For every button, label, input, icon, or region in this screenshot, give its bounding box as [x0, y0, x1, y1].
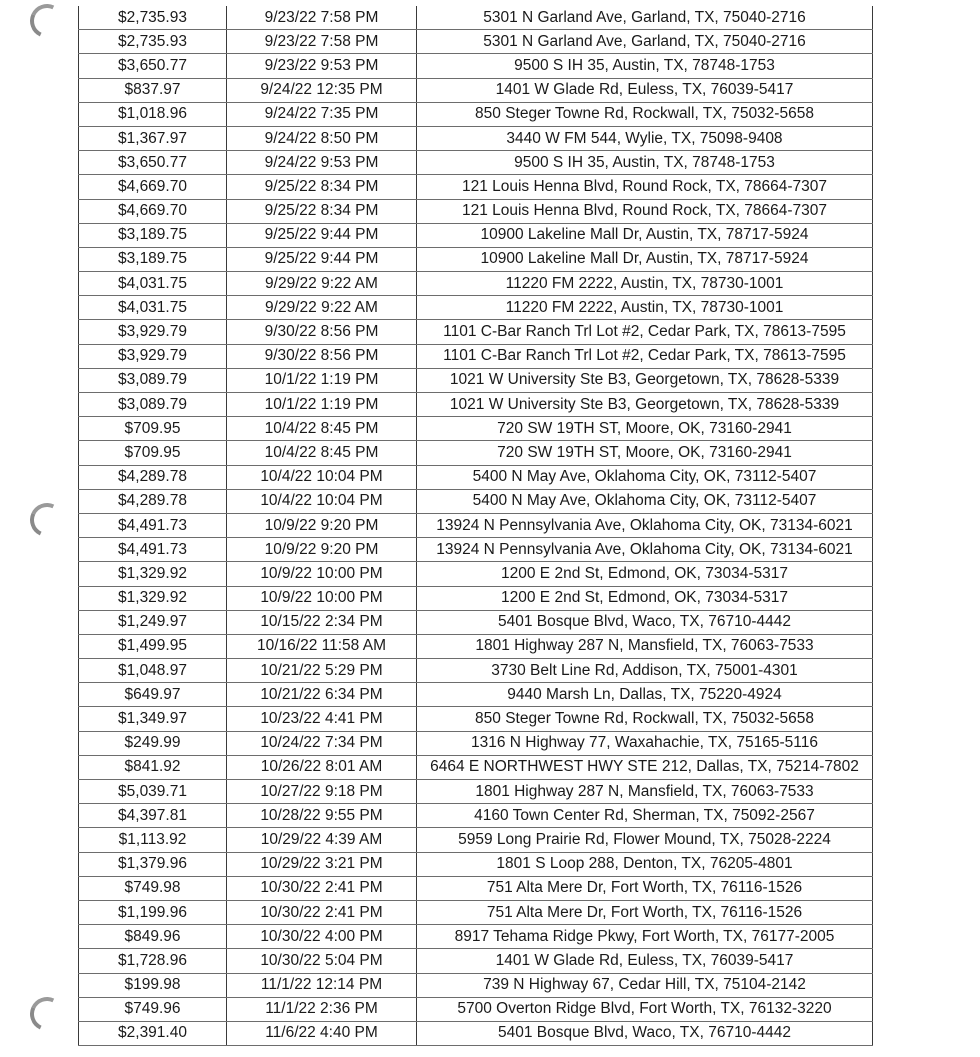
amount-cell: $4,491.73: [79, 513, 227, 537]
address-cell: 1101 C-Bar Ranch Trl Lot #2, Cedar Park, TX, 78613-7595: [417, 344, 873, 368]
address-cell: 121 Louis Henna Blvd, Round Rock, TX, 78664-7307: [417, 199, 873, 223]
amount-cell: $3,189.75: [79, 223, 227, 247]
address-cell: 10900 Lakeline Mall Dr, Austin, TX, 78717-5924: [417, 223, 873, 247]
datetime-cell: 9/29/22 9:22 AM: [227, 272, 417, 296]
amount-cell: $649.97: [79, 683, 227, 707]
address-cell: 9500 S IH 35, Austin, TX, 78748-1753: [417, 151, 873, 175]
address-cell: 1101 C-Bar Ranch Trl Lot #2, Cedar Park, TX, 78613-7595: [417, 320, 873, 344]
amount-cell: $1,018.96: [79, 102, 227, 126]
table-row: [79, 175, 873, 199]
amount-cell: $5,039.71: [79, 780, 227, 804]
datetime-cell: 10/4/22 8:45 PM: [227, 441, 417, 465]
amount-cell: $1,249.97: [79, 610, 227, 634]
datetime-cell: 9/25/22 8:34 PM: [227, 175, 417, 199]
transaction-table-body: [79, 6, 873, 1046]
table-row: [79, 538, 873, 562]
table-row: [79, 973, 873, 997]
table-row: [79, 54, 873, 78]
table-row: [79, 610, 873, 634]
datetime-cell: 10/4/22 8:45 PM: [227, 417, 417, 441]
datetime-cell: 11/1/22 12:14 PM: [227, 973, 417, 997]
datetime-cell: 10/26/22 8:01 AM: [227, 755, 417, 779]
amount-cell: $3,650.77: [79, 54, 227, 78]
datetime-cell: 11/1/22 2:36 PM: [227, 997, 417, 1021]
amount-cell: $709.95: [79, 417, 227, 441]
address-cell: 10900 Lakeline Mall Dr, Austin, TX, 78717-5924: [417, 247, 873, 271]
table-row: [79, 513, 873, 537]
amount-cell: $4,289.78: [79, 465, 227, 489]
amount-cell: $749.98: [79, 876, 227, 900]
datetime-cell: 9/30/22 8:56 PM: [227, 344, 417, 368]
amount-cell: $1,113.92: [79, 828, 227, 852]
address-cell: 5700 Overton Ridge Blvd, Fort Worth, TX, 76132-3220: [417, 997, 873, 1021]
datetime-cell: 9/29/22 9:22 AM: [227, 296, 417, 320]
amount-cell: $1,499.95: [79, 634, 227, 658]
address-cell: 1316 N Highway 77, Waxahachie, TX, 75165-5116: [417, 731, 873, 755]
table-row: [79, 102, 873, 126]
address-cell: 850 Steger Towne Rd, Rockwall, TX, 75032-5658: [417, 102, 873, 126]
table-row: [79, 30, 873, 54]
address-cell: 3440 W FM 544, Wylie, TX, 75098-9408: [417, 126, 873, 150]
amount-cell: $4,669.70: [79, 175, 227, 199]
transaction-table: [78, 6, 873, 1046]
address-cell: 5959 Long Prairie Rd, Flower Mound, TX, 75028-2224: [417, 828, 873, 852]
datetime-cell: 9/25/22 9:44 PM: [227, 223, 417, 247]
amount-cell: $1,048.97: [79, 659, 227, 683]
table-row: [79, 586, 873, 610]
address-cell: 5301 N Garland Ave, Garland, TX, 75040-2716: [417, 30, 873, 54]
address-cell: 9500 S IH 35, Austin, TX, 78748-1753: [417, 54, 873, 78]
datetime-cell: 9/25/22 9:44 PM: [227, 247, 417, 271]
table-row: [79, 804, 873, 828]
address-cell: 1401 W Glade Rd, Euless, TX, 76039-5417: [417, 78, 873, 102]
amount-cell: $4,669.70: [79, 199, 227, 223]
datetime-cell: 10/1/22 1:19 PM: [227, 368, 417, 392]
table-row: [79, 272, 873, 296]
amount-cell: $1,199.96: [79, 900, 227, 924]
address-cell: 1021 W University Ste B3, Georgetown, TX, 78628-5339: [417, 368, 873, 392]
binder-hole-top: [25, 0, 69, 43]
address-cell: 751 Alta Mere Dr, Fort Worth, TX, 76116-1526: [417, 900, 873, 924]
table-row: [79, 441, 873, 465]
table-row: [79, 320, 873, 344]
table-row: [79, 707, 873, 731]
datetime-cell: 10/1/22 1:19 PM: [227, 393, 417, 417]
address-cell: 5400 N May Ave, Oklahoma City, OK, 73112-5407: [417, 465, 873, 489]
datetime-cell: 9/24/22 12:35 PM: [227, 78, 417, 102]
table-row: [79, 199, 873, 223]
datetime-cell: 10/27/22 9:18 PM: [227, 780, 417, 804]
table-row: [79, 949, 873, 973]
table-row: [79, 900, 873, 924]
amount-cell: $2,391.40: [79, 1021, 227, 1045]
datetime-cell: 10/29/22 3:21 PM: [227, 852, 417, 876]
table-row: [79, 925, 873, 949]
address-cell: 5301 N Garland Ave, Garland, TX, 75040-2716: [417, 6, 873, 30]
address-cell: 739 N Highway 67, Cedar Hill, TX, 75104-2142: [417, 973, 873, 997]
address-cell: 1801 Highway 287 N, Mansfield, TX, 76063-7533: [417, 780, 873, 804]
datetime-cell: 11/6/22 4:40 PM: [227, 1021, 417, 1045]
address-cell: 1200 E 2nd St, Edmond, OK, 73034-5317: [417, 562, 873, 586]
address-cell: 8917 Tehama Ridge Pkwy, Fort Worth, TX, 76177-2005: [417, 925, 873, 949]
datetime-cell: 9/25/22 8:34 PM: [227, 199, 417, 223]
table-row: [79, 6, 873, 30]
datetime-cell: 10/9/22 9:20 PM: [227, 513, 417, 537]
amount-cell: $4,491.73: [79, 538, 227, 562]
amount-cell: $841.92: [79, 755, 227, 779]
table-row: [79, 876, 873, 900]
address-cell: 3730 Belt Line Rd, Addison, TX, 75001-4301: [417, 659, 873, 683]
amount-cell: $1,329.92: [79, 586, 227, 610]
address-cell: 1801 S Loop 288, Denton, TX, 76205-4801: [417, 852, 873, 876]
datetime-cell: 10/30/22 2:41 PM: [227, 900, 417, 924]
address-cell: 1401 W Glade Rd, Euless, TX, 76039-5417: [417, 949, 873, 973]
datetime-cell: 9/24/22 9:53 PM: [227, 151, 417, 175]
table-row: [79, 223, 873, 247]
table-row: [79, 368, 873, 392]
datetime-cell: 10/4/22 10:04 PM: [227, 489, 417, 513]
table-row: [79, 393, 873, 417]
datetime-cell: 10/21/22 6:34 PM: [227, 683, 417, 707]
datetime-cell: 9/24/22 8:50 PM: [227, 126, 417, 150]
amount-cell: $3,089.79: [79, 368, 227, 392]
amount-cell: $4,031.75: [79, 296, 227, 320]
address-cell: 720 SW 19TH ST, Moore, OK, 73160-2941: [417, 441, 873, 465]
datetime-cell: 10/9/22 9:20 PM: [227, 538, 417, 562]
datetime-cell: 10/28/22 9:55 PM: [227, 804, 417, 828]
address-cell: 1801 Highway 287 N, Mansfield, TX, 76063-7533: [417, 634, 873, 658]
datetime-cell: 10/21/22 5:29 PM: [227, 659, 417, 683]
datetime-cell: 10/4/22 10:04 PM: [227, 465, 417, 489]
table-row: [79, 562, 873, 586]
table-row: [79, 828, 873, 852]
table-row: [79, 755, 873, 779]
table-row: [79, 489, 873, 513]
table-row: [79, 126, 873, 150]
amount-cell: $3,929.79: [79, 344, 227, 368]
table-row: [79, 296, 873, 320]
address-cell: 11220 FM 2222, Austin, TX, 78730-1001: [417, 272, 873, 296]
address-cell: 13924 N Pennsylvania Ave, Oklahoma City, OK, 73134-6021: [417, 513, 873, 537]
table-row: [79, 344, 873, 368]
table-row: [79, 659, 873, 683]
table-row: [79, 683, 873, 707]
datetime-cell: 10/23/22 4:41 PM: [227, 707, 417, 731]
table-row: [79, 465, 873, 489]
address-cell: 5401 Bosque Blvd, Waco, TX, 76710-4442: [417, 610, 873, 634]
table-row: [79, 247, 873, 271]
datetime-cell: 10/30/22 5:04 PM: [227, 949, 417, 973]
table-row: [79, 151, 873, 175]
address-cell: 751 Alta Mere Dr, Fort Worth, TX, 76116-1526: [417, 876, 873, 900]
amount-cell: $849.96: [79, 925, 227, 949]
amount-cell: $2,735.93: [79, 6, 227, 30]
binder-hole-middle: [25, 498, 69, 542]
datetime-cell: 10/15/22 2:34 PM: [227, 610, 417, 634]
amount-cell: $3,650.77: [79, 151, 227, 175]
binder-hole-bottom: [25, 992, 69, 1036]
amount-cell: $2,735.93: [79, 30, 227, 54]
amount-cell: $199.98: [79, 973, 227, 997]
datetime-cell: 10/24/22 7:34 PM: [227, 731, 417, 755]
amount-cell: $3,929.79: [79, 320, 227, 344]
datetime-cell: 10/9/22 10:00 PM: [227, 562, 417, 586]
amount-cell: $749.96: [79, 997, 227, 1021]
table-row: [79, 634, 873, 658]
datetime-cell: 9/30/22 8:56 PM: [227, 320, 417, 344]
datetime-cell: 10/30/22 4:00 PM: [227, 925, 417, 949]
table-row: [79, 417, 873, 441]
address-cell: 9440 Marsh Ln, Dallas, TX, 75220-4924: [417, 683, 873, 707]
amount-cell: $709.95: [79, 441, 227, 465]
table-row: [79, 731, 873, 755]
amount-cell: $1,329.92: [79, 562, 227, 586]
amount-cell: $1,379.96: [79, 852, 227, 876]
amount-cell: $1,367.97: [79, 126, 227, 150]
address-cell: 13924 N Pennsylvania Ave, Oklahoma City, OK, 73134-6021: [417, 538, 873, 562]
amount-cell: $1,349.97: [79, 707, 227, 731]
table-row: [79, 78, 873, 102]
datetime-cell: 9/24/22 7:35 PM: [227, 102, 417, 126]
table-row: [79, 997, 873, 1021]
address-cell: 6464 E NORTHWEST HWY STE 212, Dallas, TX, 75214-7802: [417, 755, 873, 779]
datetime-cell: 9/23/22 7:58 PM: [227, 6, 417, 30]
amount-cell: $4,397.81: [79, 804, 227, 828]
amount-cell: $4,289.78: [79, 489, 227, 513]
address-cell: 720 SW 19TH ST, Moore, OK, 73160-2941: [417, 417, 873, 441]
address-cell: 121 Louis Henna Blvd, Round Rock, TX, 78664-7307: [417, 175, 873, 199]
amount-cell: $3,189.75: [79, 247, 227, 271]
amount-cell: $249.99: [79, 731, 227, 755]
address-cell: 850 Steger Towne Rd, Rockwall, TX, 75032-5658: [417, 707, 873, 731]
address-cell: 4160 Town Center Rd, Sherman, TX, 75092-2567: [417, 804, 873, 828]
datetime-cell: 10/30/22 2:41 PM: [227, 876, 417, 900]
address-cell: 5400 N May Ave, Oklahoma City, OK, 73112-5407: [417, 489, 873, 513]
amount-cell: $1,728.96: [79, 949, 227, 973]
amount-cell: $4,031.75: [79, 272, 227, 296]
amount-cell: $837.97: [79, 78, 227, 102]
datetime-cell: 10/16/22 11:58 AM: [227, 634, 417, 658]
datetime-cell: 9/23/22 7:58 PM: [227, 30, 417, 54]
table-row: [79, 852, 873, 876]
address-cell: 1021 W University Ste B3, Georgetown, TX, 78628-5339: [417, 393, 873, 417]
datetime-cell: 10/9/22 10:00 PM: [227, 586, 417, 610]
address-cell: 11220 FM 2222, Austin, TX, 78730-1001: [417, 296, 873, 320]
datetime-cell: 10/29/22 4:39 AM: [227, 828, 417, 852]
table-row: [79, 1021, 873, 1045]
amount-cell: $3,089.79: [79, 393, 227, 417]
datetime-cell: 9/23/22 9:53 PM: [227, 54, 417, 78]
address-cell: 5401 Bosque Blvd, Waco, TX, 76710-4442: [417, 1021, 873, 1045]
address-cell: 1200 E 2nd St, Edmond, OK, 73034-5317: [417, 586, 873, 610]
table-row: [79, 780, 873, 804]
